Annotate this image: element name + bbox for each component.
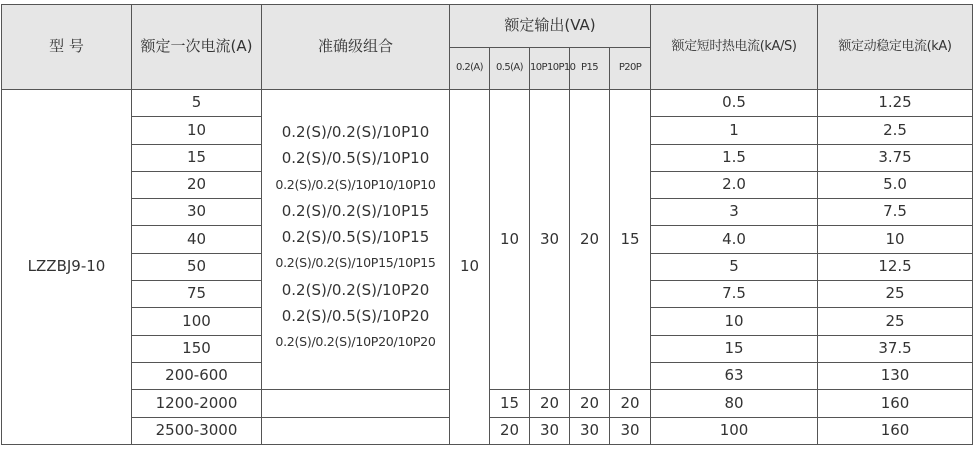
dynamic-cell: 160 (818, 417, 973, 444)
header-output-10p10-a: 10P10 (530, 62, 559, 74)
spec-table (1, 4, 973, 445)
current-cell: 10 (132, 117, 262, 144)
combo-blank-cell (262, 390, 450, 417)
output-02a-cell: 10 (450, 90, 490, 445)
combo-line: 0.2(S)/0.2(S)/10P20/10P20 (275, 334, 436, 350)
header-dynamic-stable: 额定动稳定电流(kA) (818, 5, 973, 90)
output-10p15-cell: 20 (570, 390, 610, 417)
current-cell: 150 (132, 335, 262, 362)
thermal-cell: 80 (651, 390, 818, 417)
dynamic-cell: 10 (818, 226, 973, 253)
dynamic-cell: 5.0 (818, 171, 973, 198)
accuracy-combo-cell (262, 90, 450, 390)
dynamic-cell: 130 (818, 362, 973, 389)
current-cell: 20 (132, 171, 262, 198)
current-cell: 40 (132, 226, 262, 253)
dynamic-cell: 1.25 (818, 90, 973, 117)
combo-line: 0.2(S)/0.2(S)/10P15/10P15 (275, 255, 436, 271)
dynamic-cell: 160 (818, 390, 973, 417)
output-10p20-cell: 30 (610, 417, 651, 444)
output-05a-cell: 20 (490, 417, 530, 444)
current-cell: 5 (132, 90, 262, 117)
thermal-cell: 3 (651, 199, 818, 226)
output-10p20-cell: 15 (610, 90, 651, 390)
dynamic-cell: 25 (818, 308, 973, 335)
combo-line: 0.2(S)/0.2(S)/10P10 (281, 123, 430, 141)
thermal-cell: 15 (651, 335, 818, 362)
header-output-10p15: P15 (570, 48, 610, 90)
output-10p15-cell: 20 (570, 90, 610, 390)
combo-line: 0.2(S)/0.5(S)/10P10 (281, 149, 430, 168)
combo-line: 0.2(S)/0.2(S)/10P10/10P10 (275, 176, 436, 192)
header-short-time-thermal: 额定短时热电流(kA/S) (651, 5, 818, 90)
header-rated-output: 额定输出(VA) (450, 5, 651, 48)
combo-line: 0.2(S)/0.2(S)/10P20 (281, 280, 430, 299)
current-cell: 200-600 (132, 362, 262, 389)
header-output-10p10 (530, 48, 576, 90)
current-cell: 1200-2000 (132, 390, 262, 417)
combo-blank-cell (262, 417, 450, 444)
output-10p10-cell: 30 (530, 90, 570, 390)
dynamic-cell: 12.5 (818, 253, 973, 280)
header-rated-primary-current: 额定一次电流(A) (132, 5, 262, 90)
current-cell: 15 (132, 144, 262, 171)
header-accuracy-combo: 准确级组合 (262, 5, 450, 90)
output-05a-cell: 15 (490, 390, 530, 417)
header-output-05a: 0.5(A) (490, 48, 530, 90)
thermal-cell: 100 (651, 417, 818, 444)
output-05a-cell: 10 (490, 90, 530, 390)
header-output-10p20: P20P (610, 48, 651, 90)
thermal-cell: 1.5 (651, 144, 818, 171)
thermal-cell: 2.0 (651, 171, 818, 198)
thermal-cell: 7.5 (651, 281, 818, 308)
output-10p10-cell: 20 (530, 390, 570, 417)
output-10p20-cell: 20 (610, 390, 651, 417)
header-output-10p10-b: P10 (558, 62, 576, 74)
header-model: 型 号 (2, 5, 132, 90)
current-cell: 50 (132, 253, 262, 280)
combo-line: 0.2(S)/0.2(S)/10P15 (281, 201, 430, 220)
output-10p15-cell: 30 (570, 417, 610, 444)
dynamic-cell: 25 (818, 281, 973, 308)
thermal-cell: 1 (651, 117, 818, 144)
output-10p10-cell: 30 (530, 417, 570, 444)
thermal-cell: 10 (651, 308, 818, 335)
dynamic-cell: 2.5 (818, 117, 973, 144)
dynamic-cell: 7.5 (818, 199, 973, 226)
thermal-cell: 4.0 (651, 226, 818, 253)
thermal-cell: 0.5 (651, 90, 818, 117)
header-output-02a: 0.2(A) (450, 48, 490, 90)
current-cell: 75 (132, 281, 262, 308)
combo-line: 0.2(S)/0.5(S)/10P20 (281, 307, 430, 326)
model-cell: LZZBJ9-10 (2, 90, 132, 445)
thermal-cell: 5 (651, 253, 818, 280)
dynamic-cell: 37.5 (818, 335, 973, 362)
current-cell: 2500-3000 (132, 417, 262, 444)
thermal-cell: 63 (651, 362, 818, 389)
current-cell: 30 (132, 199, 262, 226)
current-cell: 100 (132, 308, 262, 335)
combo-line: 0.2(S)/0.5(S)/10P15 (281, 228, 430, 247)
dynamic-cell: 3.75 (818, 144, 973, 171)
